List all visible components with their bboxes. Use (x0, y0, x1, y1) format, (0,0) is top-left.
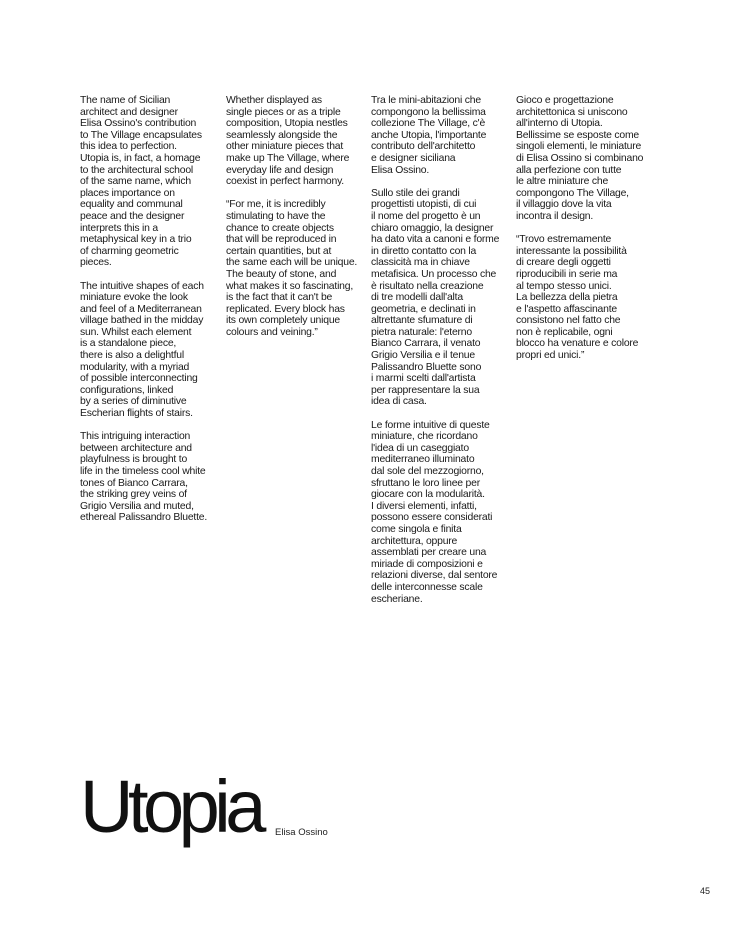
text-line: its own completely unique (226, 315, 340, 327)
author-name: Elisa Ossino (275, 827, 328, 838)
text-line: architect and designer (80, 106, 178, 118)
text-line: places importance on (80, 187, 175, 199)
paragraph (226, 95, 366, 188)
text-line: Grigio Versilia and muted, (80, 500, 194, 512)
text-line: miniature evoke the look (80, 292, 188, 304)
text-line: geometria, e declinati in (371, 303, 476, 315)
paragraph (226, 199, 366, 338)
text-line: assemblati per creare una (371, 547, 487, 559)
text-line: Whether displayed as (226, 95, 322, 106)
paragraph (80, 95, 220, 269)
text-line: miriade di composizioni e (371, 558, 483, 570)
text-line: consistono nel fatto che (516, 315, 621, 327)
text-line: replicated. Every block has (226, 303, 345, 315)
text-line: le altre miniature che (516, 176, 609, 188)
text-line: idea di casa. (371, 396, 427, 408)
text-line: seamlessly alongside the (226, 129, 338, 141)
text-line: Elisa Ossino. (371, 164, 430, 176)
text-line: Utopia is, in fact, a homage (80, 152, 201, 164)
text-line: escheriane. (371, 593, 423, 605)
text-line: Palissandro Bluette sono (371, 361, 482, 373)
text-column-2 (226, 95, 366, 350)
text-line: compongono la bellissima (371, 106, 486, 118)
text-line: altrettante sfumature di (371, 315, 473, 327)
text-line: Bianco Carrara, il venato (371, 338, 481, 350)
page-number: 45 (700, 886, 711, 896)
text-line: that will be reproduced in (226, 234, 337, 246)
text-line: il villaggio dove la vita (516, 199, 612, 211)
text-line: possono essere considerati (371, 512, 493, 524)
text-line: is the fact that it can't be (226, 292, 333, 304)
text-line: singoli elementi, le miniature (516, 141, 642, 153)
text-line: giocare con la modularità. (371, 489, 485, 501)
text-line: l'idea di un caseggiato (371, 442, 469, 454)
text-line: di Elisa Ossino si combinano (516, 152, 644, 164)
text-line: pietra naturale: l'eterno (371, 326, 472, 338)
text-line: collezione The Village, c'è (371, 118, 486, 130)
text-line: Grigio Versilia e il tenue (371, 350, 475, 362)
text-line: The intuitive shapes of each (80, 280, 204, 292)
text-line: Sullo stile dei grandi (371, 187, 460, 199)
text-line: Gioco e progettazione (516, 95, 614, 106)
text-line: composition, Utopia nestles (226, 118, 348, 130)
text-line: playfulness is brought to (80, 454, 188, 466)
text-line: ha dato vita a canoni e forme (371, 234, 500, 246)
text-line: alla perfezione con tutte (516, 164, 622, 176)
text-line: everyday life and design (226, 164, 334, 176)
text-line: interprets this in a (80, 222, 159, 234)
text-line: what makes it so fascinating, (226, 280, 354, 292)
text-line: Le forme intuitive di queste (371, 419, 490, 431)
text-line: non è replicabile, ogni (516, 326, 613, 338)
text-line: life in the timeless cool white (80, 466, 206, 477)
text-line: Tra le mini-abitazioni che (371, 95, 481, 106)
text-line: riproducibili in serie ma (516, 268, 618, 280)
text-line: I diversi elementi, infatti, (371, 500, 477, 512)
text-line: to The Village encapsulates (80, 129, 202, 141)
text-line: The beauty of stone, and (226, 268, 337, 280)
text-line: architettura, oppure (371, 535, 458, 547)
text-line: modularity, with a myriad (80, 361, 190, 373)
text-line: e l'aspetto affascinante (516, 303, 617, 315)
text-line: tones of Bianco Carrara, (80, 477, 188, 489)
text-line: metafisica. Un processo che (371, 268, 497, 280)
text-line: The name of Sicilian (80, 95, 171, 106)
text-line: equality and communal (80, 199, 183, 211)
text-line: compongono The Village, (516, 187, 629, 199)
text-line: blocco ha venature e colore (516, 338, 639, 350)
text-line: is a standalone piece, (80, 338, 177, 350)
paragraph (371, 188, 511, 408)
text-line: progettisti utopisti, di cui (371, 199, 477, 211)
text-line: come singola e finita (371, 523, 462, 535)
text-line: of charming geometric (80, 245, 179, 257)
text-line: Elisa Ossino's contribution (80, 118, 197, 130)
text-line: Escherian flights of stairs. (80, 408, 193, 420)
text-line: propri ed unici.” (516, 350, 585, 362)
article-title: Utopia (80, 765, 261, 848)
text-line: to the architectural school (80, 164, 194, 176)
paragraph (516, 234, 656, 362)
text-line: architettonica si uniscono (516, 106, 628, 118)
text-line: coexist in perfect harmony. (226, 176, 344, 188)
text-line: this idea to perfection. (80, 141, 177, 153)
text-line: other miniature pieces that (226, 141, 344, 153)
text-line: delle interconnesse scale (371, 581, 483, 593)
text-line: peace and the designer (80, 210, 185, 222)
text-line: village bathed in the midday (80, 315, 204, 327)
text-line: the same each will be unique. (226, 257, 358, 269)
text-line: di creare degli oggetti (516, 257, 611, 269)
text-line: incontra il design. (516, 210, 594, 222)
text-line: make up The Village, where (226, 152, 350, 164)
text-line: miniature, che ricordano (371, 431, 478, 443)
text-column-3 (371, 95, 511, 617)
paragraph (371, 420, 511, 606)
text-line: per rappresentare la sua (371, 384, 480, 396)
text-line: the striking grey veins of (80, 489, 187, 501)
text-line: al tempo stesso unici. (516, 280, 612, 292)
text-line: relazioni diverse, dal sentore (371, 570, 498, 582)
text-line: il nome del progetto è un (371, 210, 481, 222)
text-line: contributo dell'architetto (371, 141, 476, 153)
paragraph (80, 281, 220, 420)
text-line: Bellissime se esposte come (516, 129, 640, 141)
text-line: è risultato nella creazione (371, 280, 484, 292)
text-line: ethereal Palissandro Bluette. (80, 512, 208, 524)
text-line: by a series of diminutive (80, 396, 187, 408)
text-line: chiaro omaggio, la designer (371, 222, 494, 234)
text-line: chance to create objects (226, 222, 334, 234)
text-line: pieces. (80, 257, 112, 269)
text-line: of possible interconnecting (80, 373, 198, 385)
text-line: “Trovo estremamente (516, 234, 612, 246)
text-line: single pieces or as a triple (226, 106, 341, 118)
text-line: all'interno di Utopia. (516, 118, 603, 130)
text-column-1 (80, 95, 220, 536)
paragraph (516, 95, 656, 223)
text-line: there is also a delightful (80, 350, 184, 362)
paragraph (371, 95, 511, 176)
text-line: anche Utopia, l'importante (371, 129, 487, 141)
text-line: stimulating to have the (226, 210, 326, 222)
text-line: di tre modelli dall'alta (371, 292, 463, 304)
text-line: and feel of a Mediterranean (80, 303, 202, 315)
text-line: classicità ma in chiave (371, 257, 470, 269)
text-line: e designer siciliana (371, 152, 456, 164)
text-line: metaphysical key in a trio (80, 234, 192, 246)
text-column-4 (516, 95, 656, 373)
text-line: of the same name, which (80, 176, 191, 188)
text-line: interessante la possibilità (516, 245, 627, 257)
text-line: i marmi scelti dall'artista (371, 373, 476, 385)
paragraph (80, 431, 220, 524)
text-line: colours and veining.” (226, 326, 318, 338)
text-line: sfruttano le loro linee per (371, 477, 480, 489)
text-line: sun. Whilst each element (80, 326, 192, 338)
text-line: “For me, it is incredibly (226, 199, 326, 211)
text-line: This intriguing interaction (80, 431, 191, 443)
text-line: dal sole del mezzogiorno, (371, 466, 484, 477)
text-line: certain quantities, but at (226, 245, 332, 257)
text-line: between architecture and (80, 442, 192, 454)
text-line: La bellezza della pietra (516, 292, 618, 304)
text-line: mediterraneo illuminato (371, 454, 475, 466)
text-line: in diretto contatto con la (371, 245, 477, 257)
text-line: configurations, linked (80, 384, 174, 396)
